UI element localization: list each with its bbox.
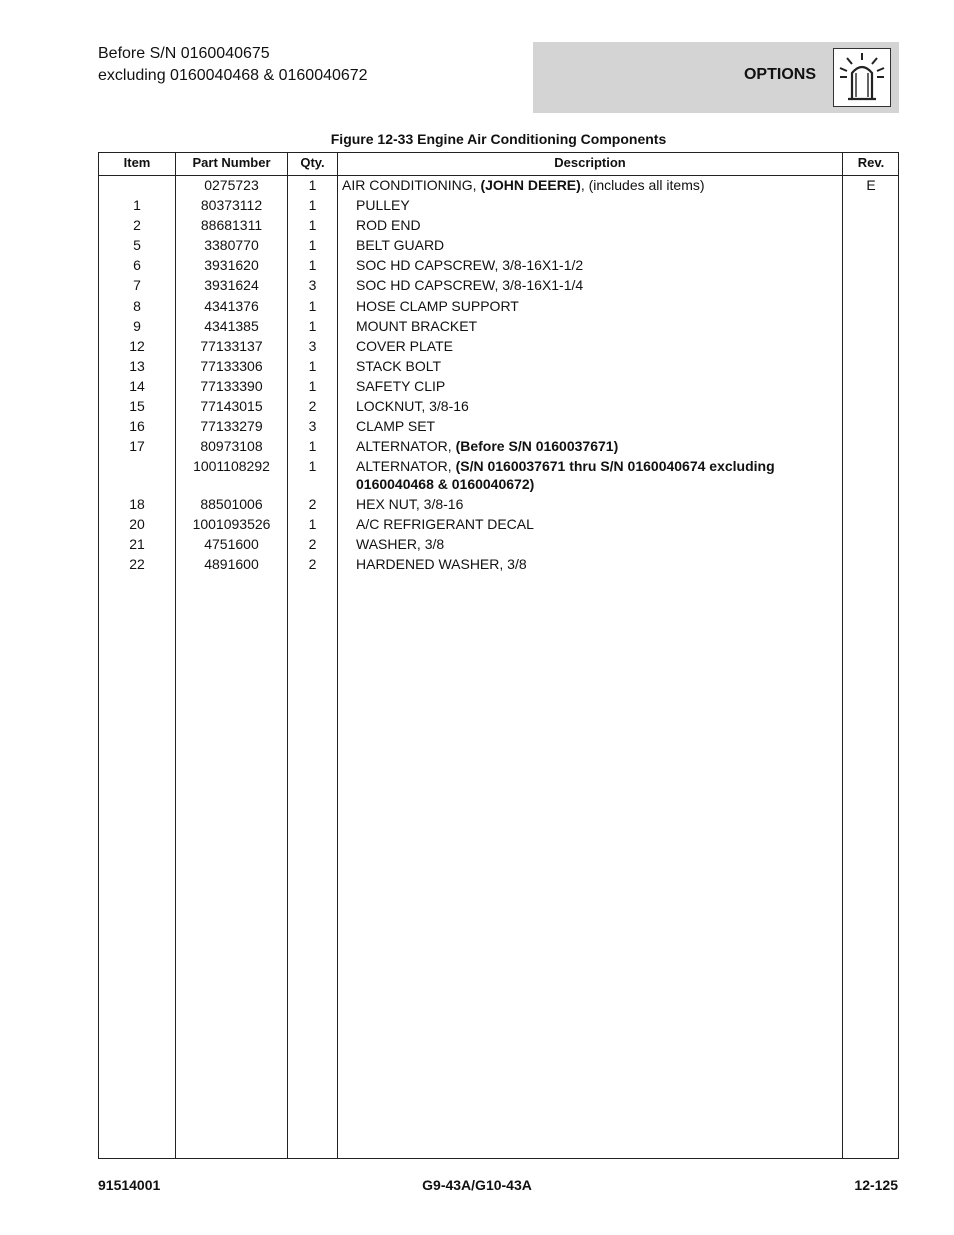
col-header-part-number: Part Number bbox=[192, 155, 271, 170]
footer-page-number: 12-125 bbox=[854, 1177, 898, 1193]
description-cell: ALTERNATOR, (Before S/N 0160037671) bbox=[356, 438, 619, 454]
part-number-cell: 0275723 bbox=[204, 177, 259, 193]
description-cell: HARDENED WASHER, 3/8 bbox=[356, 556, 527, 572]
qty-cell: 1 bbox=[308, 237, 317, 253]
description-cell: A/C REFRIGERANT DECAL bbox=[356, 516, 534, 532]
description-cell: PULLEY bbox=[356, 197, 410, 213]
item-cell: 21 bbox=[129, 536, 145, 552]
part-number-cell: 77133137 bbox=[200, 338, 263, 354]
item-cell: 1 bbox=[133, 197, 141, 213]
serial-note bbox=[98, 43, 368, 87]
qty-cell: 1 bbox=[308, 438, 317, 454]
rev-cell: E bbox=[866, 177, 876, 193]
item-cell: 15 bbox=[129, 398, 145, 414]
qty-cell: 2 bbox=[308, 398, 317, 414]
item-cell: 18 bbox=[129, 496, 145, 512]
part-number-cell: 77133279 bbox=[200, 418, 263, 434]
item-cell: 2 bbox=[133, 217, 141, 233]
part-number-cell: 77133390 bbox=[200, 378, 263, 394]
item-cell: 20 bbox=[129, 516, 145, 532]
column-divider bbox=[337, 153, 338, 1158]
qty-cell: 2 bbox=[308, 556, 317, 572]
part-number-cell: 4891600 bbox=[204, 556, 259, 572]
item-cell: 22 bbox=[129, 556, 145, 572]
serial-note-line2: excluding 0160040468 & 0160040672 bbox=[98, 67, 368, 84]
item-cell: 16 bbox=[129, 418, 145, 434]
qty-cell: 1 bbox=[308, 318, 317, 334]
description-cell: HEX NUT, 3/8-16 bbox=[356, 496, 464, 512]
qty-cell: 1 bbox=[308, 177, 317, 193]
description-cell: LOCKNUT, 3/8-16 bbox=[356, 398, 469, 414]
part-number-cell: 1001093526 bbox=[192, 516, 271, 532]
qty-cell: 1 bbox=[308, 458, 317, 474]
qty-cell: 3 bbox=[308, 338, 317, 354]
part-number-cell: 77133306 bbox=[200, 358, 263, 374]
item-cell: 8 bbox=[133, 298, 141, 314]
qty-cell: 2 bbox=[308, 536, 317, 552]
item-cell: 6 bbox=[133, 257, 141, 273]
qty-cell: 3 bbox=[308, 418, 317, 434]
section-title: OPTIONS bbox=[743, 66, 816, 83]
qty-cell: 1 bbox=[308, 298, 317, 314]
part-number-cell: 88681311 bbox=[200, 217, 263, 233]
qty-cell: 1 bbox=[308, 217, 317, 233]
description-cell: SOC HD CAPSCREW, 3/8-16X1-1/4 bbox=[356, 277, 584, 293]
part-number-cell: 3931620 bbox=[204, 257, 259, 273]
section-header bbox=[533, 42, 899, 113]
description-cell: HOSE CLAMP SUPPORT bbox=[356, 298, 519, 314]
item-cell: 12 bbox=[129, 338, 145, 354]
description-cell: ALTERNATOR, (S/N 0160037671 thru S/N 0160040674 excluding 0160040468 & 0160040672) bbox=[356, 458, 775, 492]
item-cell: 5 bbox=[133, 237, 141, 253]
qty-cell: 1 bbox=[308, 378, 317, 394]
parts-table bbox=[98, 152, 899, 1159]
item-cell: 17 bbox=[129, 438, 145, 454]
options-icon bbox=[833, 48, 891, 107]
qty-cell: 1 bbox=[308, 358, 317, 374]
part-number-cell: 80373112 bbox=[200, 197, 263, 213]
part-number-cell: 3931624 bbox=[204, 277, 259, 293]
description-cell: AIR CONDITIONING, (JOHN DEERE), (includes all items) bbox=[342, 177, 705, 193]
qty-cell: 1 bbox=[308, 257, 317, 273]
description-cell: STACK BOLT bbox=[356, 358, 442, 374]
description-cell: COVER PLATE bbox=[356, 338, 453, 354]
description-cell: BELT GUARD bbox=[356, 237, 445, 253]
part-number-cell: 80973108 bbox=[200, 438, 263, 454]
description-cell: SOC HD CAPSCREW, 3/8-16X1-1/2 bbox=[356, 257, 584, 273]
part-number-cell: 77143015 bbox=[200, 398, 263, 414]
col-header-rev: Rev. bbox=[857, 155, 885, 170]
description-cell: CLAMP SET bbox=[356, 418, 436, 434]
item-cell: 14 bbox=[129, 378, 145, 394]
qty-cell: 1 bbox=[308, 197, 317, 213]
figure-title: Figure 12-33 Engine Air Conditioning Components bbox=[330, 131, 667, 147]
item-cell: 13 bbox=[129, 358, 145, 374]
part-number-cell: 4341376 bbox=[204, 298, 259, 314]
item-cell: 9 bbox=[133, 318, 141, 334]
item-cell: 7 bbox=[133, 277, 141, 293]
qty-cell: 2 bbox=[308, 496, 317, 512]
description-cell: SAFETY CLIP bbox=[356, 378, 446, 394]
description-cell: ROD END bbox=[356, 217, 421, 233]
column-divider bbox=[842, 153, 843, 1158]
footer-doc-number: 91514001 bbox=[98, 1177, 161, 1193]
description-cell: WASHER, 3/8 bbox=[356, 536, 445, 552]
col-header-qty: Qty. bbox=[300, 155, 325, 170]
part-number-cell: 4751600 bbox=[204, 536, 259, 552]
description-cell: MOUNT BRACKET bbox=[356, 318, 478, 334]
qty-cell: 1 bbox=[308, 516, 317, 532]
part-number-cell: 88501006 bbox=[200, 496, 263, 512]
qty-cell: 3 bbox=[308, 277, 317, 293]
col-header-item: Item bbox=[123, 155, 151, 170]
footer-model: G9-43A/G10-43A bbox=[422, 1177, 532, 1193]
part-number-cell: 1001108292 bbox=[193, 458, 270, 474]
col-header-description: Description bbox=[554, 155, 626, 170]
serial-note-line1: Before S/N 0160040675 bbox=[98, 45, 270, 62]
part-number-cell: 3380770 bbox=[204, 237, 259, 253]
part-number-cell: 4341385 bbox=[204, 318, 259, 334]
